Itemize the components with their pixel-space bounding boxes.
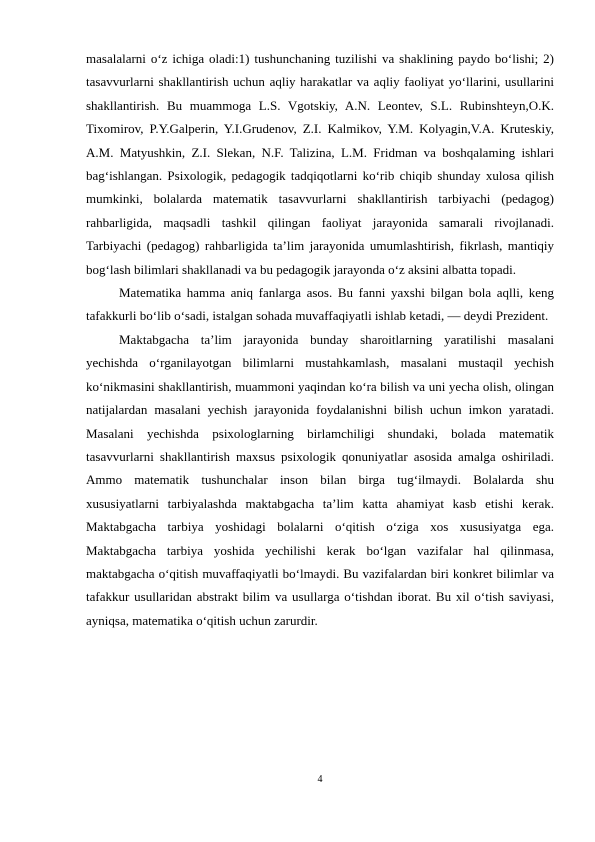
paragraph-president-quote: Matematika hamma aniq fanlarga asos. Bu fanni yaxshi bilgan bola aqlli, keng tafakkurli bo‘lib o‘sadi, istalgan sohada muvaffaqiyatli ishlab ketadi, — deydi Prezident. xyxy=(86,285,554,324)
paragraph-continuation: masalalarni o‘z ichiga oladi:1) tushunchaning tuzilishi va shaklining paydo bo‘lishi; 2) tasavvurlarni shakllantirish uchun aqliy harakatlar va aqliy faoliyat yo‘llarini, usullarini shakllantirish. Bu muammoga L.S. Vgotskiy, A.N. Leontev, S.L. Rubinshteyn,O.K. Tixomirov, P.Y.Galperin, Y.I.Grudenov, Z.I. Kalmikov, Y.M. Kolyagin,V.A. Kruteskiy, A.M. Matyushkin, Z.I. Slekan, N.F. Talizina, L.M. Fridman va boshqalaming ishlari bag‘ishlangan. Psixologik, pedagogik tadqiqotlarni ko‘rib chiqib shunday xulosa qilish mumkinki, bolalarda matematik tasavvurlarni shakllantirish tarbiyachi (pedagog) rahbarligida, maqsadli tashkil qilingan faoliyat jarayonida samarali rivojlanadi. Tarbiyachi (pedagog) rahbarligida ta’lim jarayonida umumlashtirish, fikrlash, mantiqiy bog‘lash bilimlari shakllanadi va bu pedagogik jarayonda o‘z aksini albatta topadi. xyxy=(86,51,554,277)
paragraph-preschool-education: Maktabgacha ta’lim jarayonida bunday sharoitlarning yaratilishi masalani yechishda o‘rganilayotgan bilimlarni mustahkamlash, masalani mustaqil yechish ko‘nikmasini shakllantirish, muammoni yaqindan ko‘ra bilish va uni yecha olish, olingan natijalardan masalani yechish jarayonida foydalanishni bilish uchun imkon yaratadi. Masalani yechishda psixologlarning birlamchiligi shundaki, bolada matematik tasavvurlarni shakllantirish maxsus psixologik qonuniyatlar asosida amalga oshiriladi. Ammo matematik tushunchalar inson bilan birga tug‘ilmaydi. Bolalarda shu xususiyatlarni tarbiyalashda maktabgacha ta’lim katta ahamiyat kasb etishi kerak. Maktabgacha tarbiya yoshidagi bolalarni o‘qitish o‘ziga xos xususiyatga ega. Maktabgacha tarbiya yoshida yechilishi kerak bo‘lgan vazifalar hal qilinmasa, maktabgacha o‘qitish muvaffaqiyatli bo‘lmaydi. Bu vazifalardan biri konkret bilimlar va tafakkur usullaridan abstrakt bilim va usullarga o‘tishdan iborat. Bu xil o‘tish saviyasi, ayniqsa, matematika o‘qitish uchun zarurdir. xyxy=(86,331,554,628)
page-number: 4 xyxy=(317,774,323,785)
body-text xyxy=(86,47,554,632)
